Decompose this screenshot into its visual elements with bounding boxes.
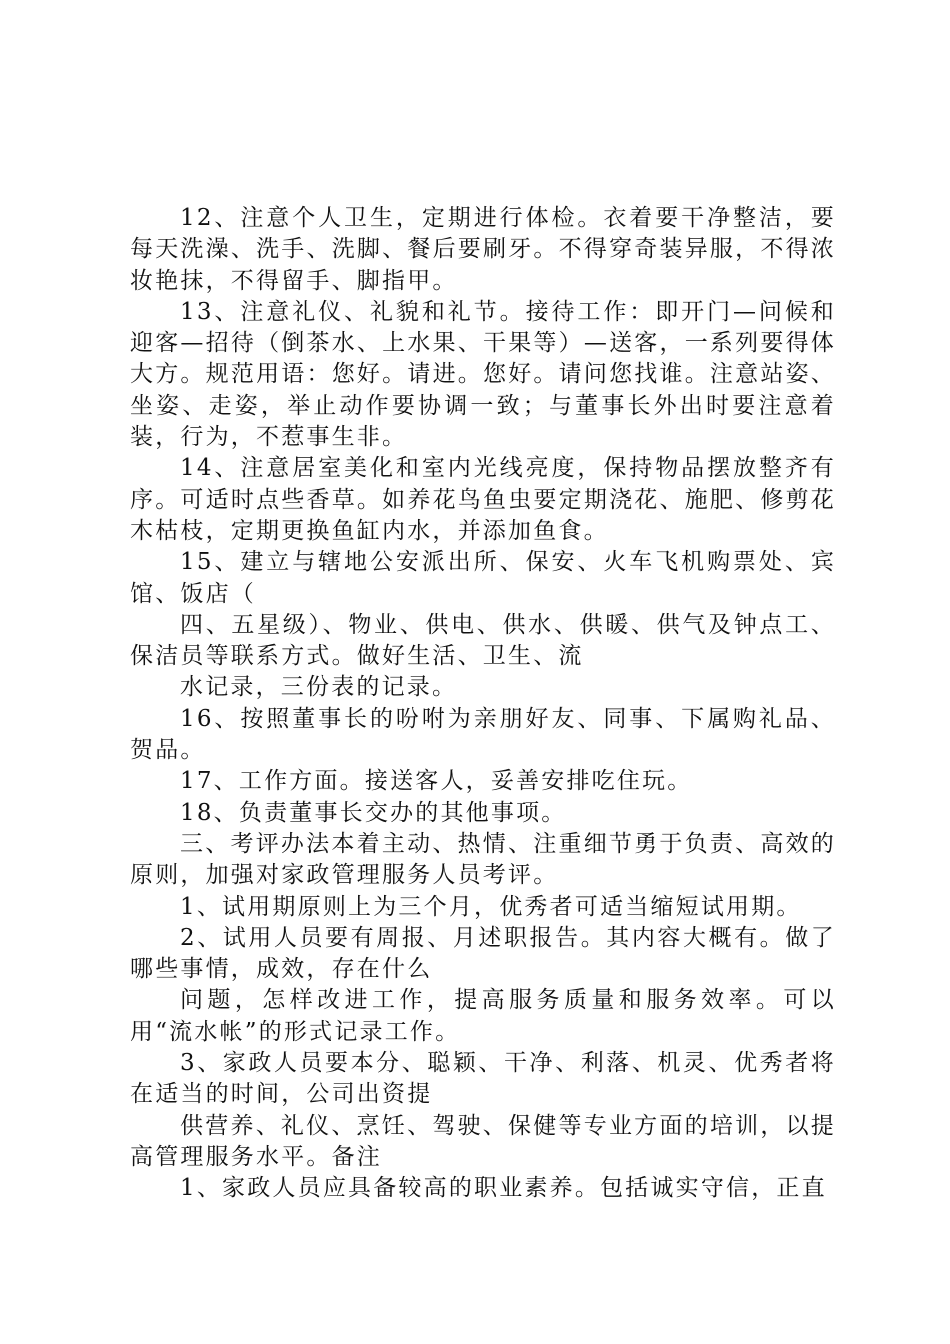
paragraph-item-15-records: 水记录，三份表的记录。 bbox=[180, 674, 458, 701]
paragraph-item-16: 16、按照董事长的吩咐为亲朋好友、同事、下属购礼品、贺品。 bbox=[130, 705, 836, 764]
document-body bbox=[130, 203, 836, 1205]
paragraph-item-13: 13、注意礼仪、礼貌和礼节。接待工作：即开门—问候和迎客—招待（倒茶水、上水果、干果等）—送客，一系列要得体大方。规范用语：您好。请进。您好。请问您找谁。注意站姿、坐姿、走姿，举止动作要协调一致；与董事长外出时要注意着装，行为，不惹事生非。 bbox=[130, 298, 836, 451]
evaluation-item-3: 3、家政人员要本分、聪颖、干净、利落、机灵、优秀者将在适当的时间，公司出资提 bbox=[130, 1050, 836, 1108]
paragraph-item-15-contacts: 四、五星级）、物业、供电、供水、供暖、供气及钟点工、保洁员等联系方式。做好生活、卫生、流 bbox=[130, 611, 836, 670]
evaluation-item-2-continued: 问题，怎样改进工作，提高服务质量和服务效率。可以用“流水帐”的形式记录工作。 bbox=[130, 987, 836, 1045]
paragraph-item-18: 18、负责董事长交办的其他事项。 bbox=[180, 799, 567, 826]
paragraph-item-12: 12、注意个人卫生，定期进行体检。衣着要干净整洁，要每天洗澡、洗手、洗脚、餐后要刷牙。不得穿奇装异服，不得浓妆艳抹，不得留手、脚指甲。 bbox=[130, 205, 836, 294]
paragraph-item-15: 15、建立与辖地公安派出所、保安、火车飞机购票处、宾馆、饭店（ bbox=[130, 549, 836, 607]
evaluation-item-3-continued: 供营养、礼仪、烹饪、驾驶、保健等专业方面的培训，以提高管理服务水平。备注 bbox=[130, 1112, 836, 1170]
section-heading-evaluation: 三、考评办法本着主动、热情、注重细节勇于负责、高效的原则，加强对家政管理服务人员考评。 bbox=[130, 830, 836, 889]
note-item-1: 1、家政人员应具备较高的职业素养。包括诚实守信，正直 bbox=[180, 1175, 827, 1202]
paragraph-item-14: 14、注意居室美化和室内光线亮度，保持物品摆放整齐有序。可适时点些香草。如养花鸟鱼虫要定期浇花、施肥、修剪花木枯枝，定期更换鱼缸内水，并添加鱼食。 bbox=[130, 455, 836, 544]
evaluation-item-1: 1、试用期原则上为三个月，优秀者可适当缩短试用期。 bbox=[180, 893, 802, 920]
paragraph-item-17: 17、工作方面。接送客人，妥善安排吃住玩。 bbox=[180, 768, 693, 795]
evaluation-item-2: 2、试用人员要有周报、月述职报告。其内容大概有。做了哪些事情，成效，存在什么 bbox=[130, 924, 836, 983]
